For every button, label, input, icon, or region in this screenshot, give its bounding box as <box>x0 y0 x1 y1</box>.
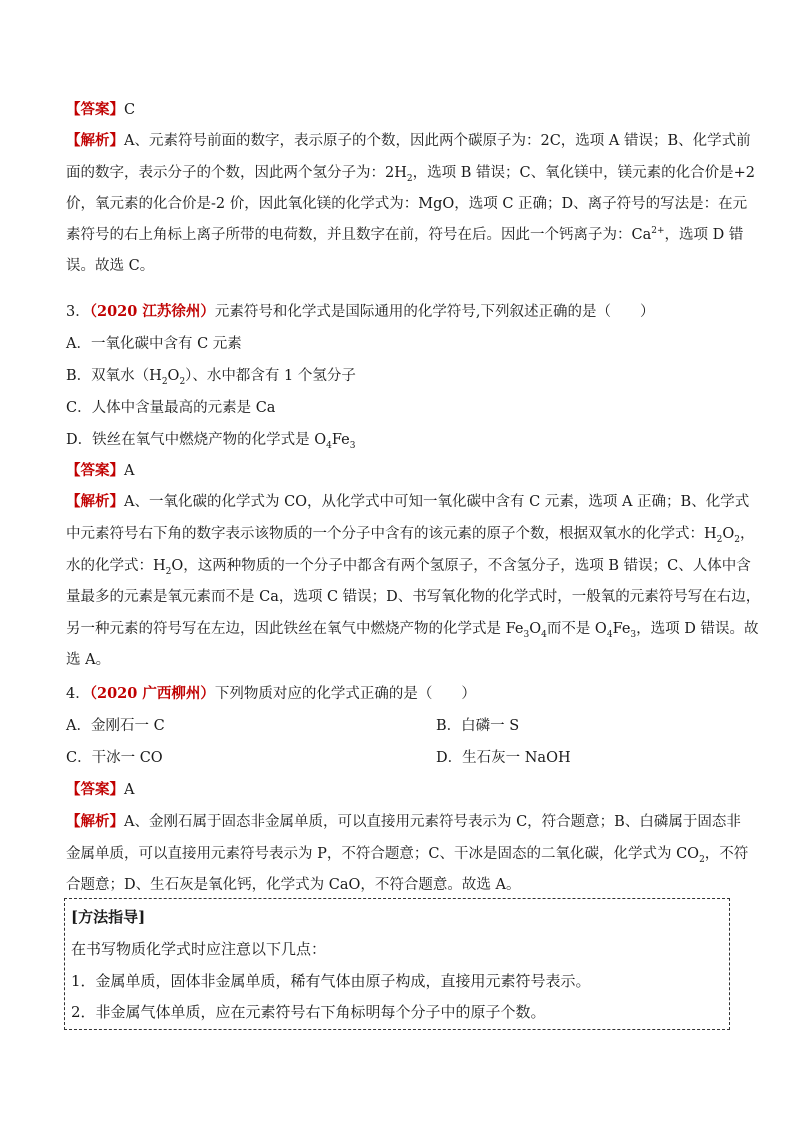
question-3-option-d <box>66 430 726 450</box>
explanation-text: ，不符 <box>704 846 749 862</box>
explanation-line <box>66 194 748 214</box>
option-a: A．金刚石一 C <box>66 718 165 734</box>
subscript: 2 <box>179 376 186 387</box>
subscript: 4 <box>606 629 613 640</box>
explanation-tag: 【解析】 <box>66 493 124 510</box>
explanation-text: ， <box>740 526 755 542</box>
option-text: C．人体中含量最高的元素是 Ca <box>66 400 276 416</box>
option-text: O <box>167 368 180 384</box>
method-title: [方法指导] <box>71 908 146 926</box>
answer-line-1 <box>66 100 726 120</box>
explanation-text: O <box>529 621 542 637</box>
explanation-text: 误。故选 C。 <box>66 258 155 274</box>
answer-tag: 【答案】 <box>66 462 124 479</box>
explanation-text: O <box>722 526 735 542</box>
option-text: A．一氧化碳中含有 C 元素 <box>66 336 242 352</box>
subscript: 2 <box>716 534 723 545</box>
question-text: 下列物质对应的化学式正确的是（ ） <box>214 686 476 702</box>
explanation-text: 价，氧元素的化合价是-2 价，因此氧化镁的化学式为：MgO，选项 C 正确；D、离子符号的写法是：在元 <box>66 196 748 212</box>
answer-value: A <box>124 463 135 479</box>
explanation-text: 水的化学式：H <box>66 558 166 574</box>
option-text: B．双氧水（H <box>66 368 162 384</box>
answer-tag: 【答案】 <box>66 101 124 118</box>
question-text: 元素符号和化学式是国际通用的化学符号,下列叙述正确的是（ ） <box>214 304 655 320</box>
option-text: Fe <box>331 432 350 448</box>
explanation-text: Fe <box>612 621 631 637</box>
question-source: （2020 江苏徐州） <box>89 303 215 320</box>
explanation-line <box>66 875 726 895</box>
question-number: 4． <box>66 686 90 702</box>
question-4-options-row-1 <box>66 716 726 736</box>
explanation-line <box>66 650 726 670</box>
explanation-line <box>66 256 726 276</box>
answer-line-4 <box>66 780 726 800</box>
explanation-line <box>66 844 749 865</box>
subscript: 2 <box>161 376 168 387</box>
question-3-option-a <box>66 334 726 354</box>
explanation-text: A、一氧化碳的化学式为 CO，从化学式中可知一氧化碳中含有 C 元素，选项 A 正确；B、化学式 <box>124 494 750 510</box>
subscript: 4 <box>541 629 547 640</box>
explanation-line <box>66 131 751 151</box>
explanation-text: ，选项 D 错 <box>664 227 744 243</box>
answer-tag: 【答案】 <box>66 781 124 798</box>
question-3-option-c <box>66 398 726 418</box>
explanation-line <box>66 492 750 512</box>
subscript: 2 <box>406 173 413 184</box>
explanation-text: ，选项 D 错误。故 <box>636 621 759 637</box>
method-item-2: 2．非金属气体单质，应在元素符号右下角标明每个分子中的原子个数。 <box>71 1003 546 1021</box>
explanation-text: A、金刚石属于固态非金属单质，可以直接用元素符号表示为 C，符合题意；B、白磷属于固态非 <box>124 814 741 830</box>
explanation-text: 面的数字，表示分子的个数，因此两个氢分子为：2H <box>66 165 407 181</box>
subscript: 3 <box>630 629 637 640</box>
option-b: B．白磷一 S <box>436 718 520 734</box>
subscript: 3 <box>349 440 356 451</box>
explanation-line <box>66 587 761 607</box>
method-intro: 在书写物质化学式时应注意以下几点： <box>71 940 327 958</box>
explanation-text: ，选项 B 错误；C、氧化镁中，镁元素的化合价是+2 <box>412 165 755 181</box>
explanation-line <box>66 812 741 832</box>
explanation-text: 中元素符号右下角的数字表示该物质的一个分子中含有的该元素的原子个数，根据双氧水的化学式：H <box>66 526 717 542</box>
explanation-text: 金属单质，可以直接用元素符号表示为 P，不符合题意；C、干冰是固态的二氧化碳，化学式为 CO <box>66 846 700 862</box>
explanation-line <box>66 619 759 640</box>
subscript: 2 <box>699 854 705 865</box>
question-number: 3． <box>66 304 90 320</box>
option-text: D．铁丝在氧气中燃烧产物的化学式是 O <box>66 432 327 448</box>
explanation-line <box>66 225 744 245</box>
explanation-text: 选 A。 <box>66 652 111 668</box>
explanation-text: 而不是 O <box>546 621 607 637</box>
explanation-text: 素符号的右上角标上离子所带的电荷数，并且数字在前，符号在后。因此一个钙离子为：Ca <box>66 227 652 243</box>
answer-line-3 <box>66 461 726 481</box>
explanation-text: A、元素符号前面的数字，表示原子的个数，因此两个碳原子为：2C，选项 A 错误；B、化学式前 <box>124 133 751 149</box>
explanation-text: O，这两种物质的一个分子中都含有两个氢原子，不含氢分子，选项 B 错误；C、人体中含 <box>171 558 751 574</box>
answer-value: A <box>124 782 135 798</box>
question-3-option-b <box>66 366 726 386</box>
explanation-line <box>66 556 751 577</box>
explanation-line <box>66 163 755 184</box>
explanation-tag: 【解析】 <box>66 132 124 149</box>
option-c: C．干冰一 CO <box>66 750 163 766</box>
explanation-text: 合题意；D、生石灰是氧化钙，化学式为 CaO，不符合题意。故选 A。 <box>66 877 521 893</box>
subscript: 2 <box>734 534 741 545</box>
question-source: （2020 广西柳州） <box>89 685 215 702</box>
subscript: 2 <box>165 566 172 577</box>
method-guidance-box <box>64 898 730 1030</box>
option-d: D．生石灰一 NaOH <box>436 750 571 766</box>
explanation-text: 另一种元素的符号写在左边，因此铁丝在氧气中燃烧产物的化学式是 Fe <box>66 621 524 637</box>
explanation-text: 量最多的元素是氧元素而不是 Ca，选项 C 错误；D、书写氧化物的化学式时，一般氧的元素符号写在右边， <box>66 589 761 605</box>
method-item-1: 1．金属单质，固体非金属单质，稀有气体由原子构成，直接用元素符号表示。 <box>71 972 591 990</box>
superscript: 2+ <box>651 226 665 237</box>
question-4-options-row-2 <box>66 748 726 768</box>
answer-value: C <box>124 102 136 118</box>
explanation-line <box>66 524 755 545</box>
explanation-tag: 【解析】 <box>66 813 124 830</box>
subscript: 3 <box>523 629 530 640</box>
option-text: ）、水中都含有 1 个氢分子 <box>185 368 356 384</box>
subscript: 4 <box>326 440 332 451</box>
question-3-stem <box>66 302 726 322</box>
question-4-stem <box>66 684 726 704</box>
